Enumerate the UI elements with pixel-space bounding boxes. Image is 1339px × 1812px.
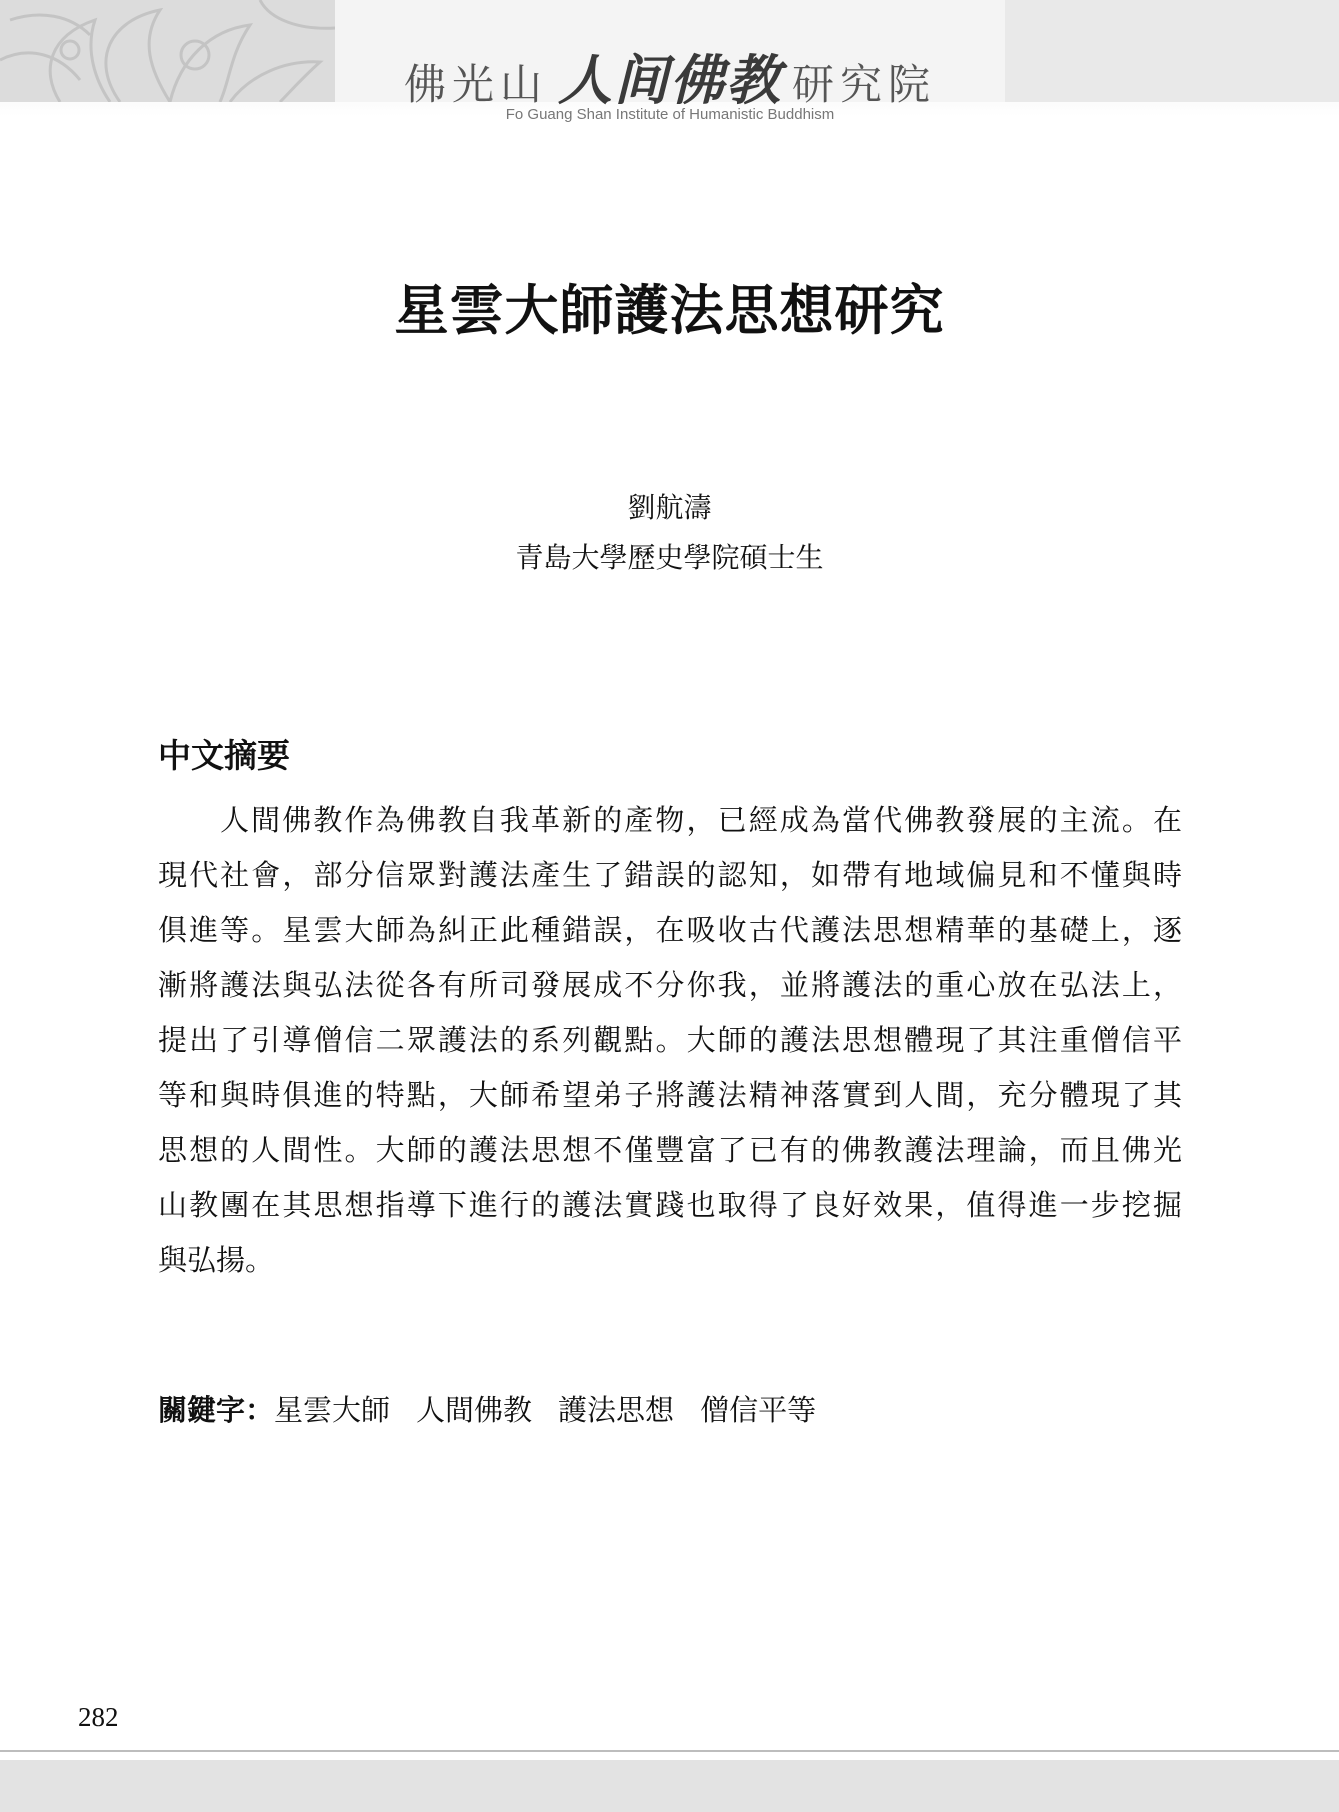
keyword-item: 星雲大師 [274,1393,391,1427]
abstract-line: 與弘揚。 [158,1243,275,1277]
lotus-pattern-icon [0,0,335,102]
institute-name-right: 研究院 [792,60,937,109]
institute-name [335,38,1005,115]
keyword-item: 僧信平等 [700,1393,817,1427]
header-right-band [1005,0,1339,102]
author-name: 劉航濤 [627,491,712,524]
abstract-line: 提出了引導僧信二眾護法的系列觀點。大師的護法思想體現了其注重僧信平 [158,1023,1182,1057]
keyword-item: 人間佛教 [416,1393,533,1427]
abstract-heading: 中文摘要 [158,736,290,775]
abstract-line: 人間佛教作為佛教自我革新的產物，已經成為當代佛教發展的主流。在 [220,803,1182,837]
author-affiliation: 青島大學歷史學院碩士生 [515,541,824,574]
footer-divider [0,1750,1339,1752]
keywords [158,1388,842,1429]
institute-english-name: Fo Guang Shan Institute of Humanistic Buddhism [505,106,835,123]
article-title: 星雲大師護法思想研究 [394,278,945,342]
abstract-line: 等和與時俱進的特點，大師希望弟子將護法精神落實到人間，充分體現了其 [158,1078,1182,1112]
footer-band [0,1760,1339,1812]
abstract-body [158,793,1182,1288]
abstract-line: 思想的人間性。大師的護法思想不僅豐富了已有的佛教護法理論，而且佛光 [158,1133,1182,1167]
abstract-line: 漸將護法與弘法從各有所司發展成不分你我，並將護法的重心放在弘法上， [158,968,1182,1002]
keyword-item: 護法思想 [558,1393,675,1427]
abstract-line: 俱進等。星雲大師為糾正此種錯誤，在吸收古代護法思想精華的基礎上，逐 [158,913,1182,947]
lotus-decoration [0,0,335,102]
abstract-line: 山教團在其思想指導下進行的護法實踐也取得了良好效果，值得進一步挖掘 [158,1188,1182,1222]
abstract-line: 現代社會，部分信眾對護法產生了錯誤的認知，如帶有地域偏見和不懂與時 [158,858,1182,892]
page-number: 282 [78,1702,119,1732]
institute-name-calligraphy: 人间佛教 [558,48,782,112]
keywords-label: 關鍵字： [158,1393,275,1427]
institute-name-left: 佛光山 [403,60,548,109]
